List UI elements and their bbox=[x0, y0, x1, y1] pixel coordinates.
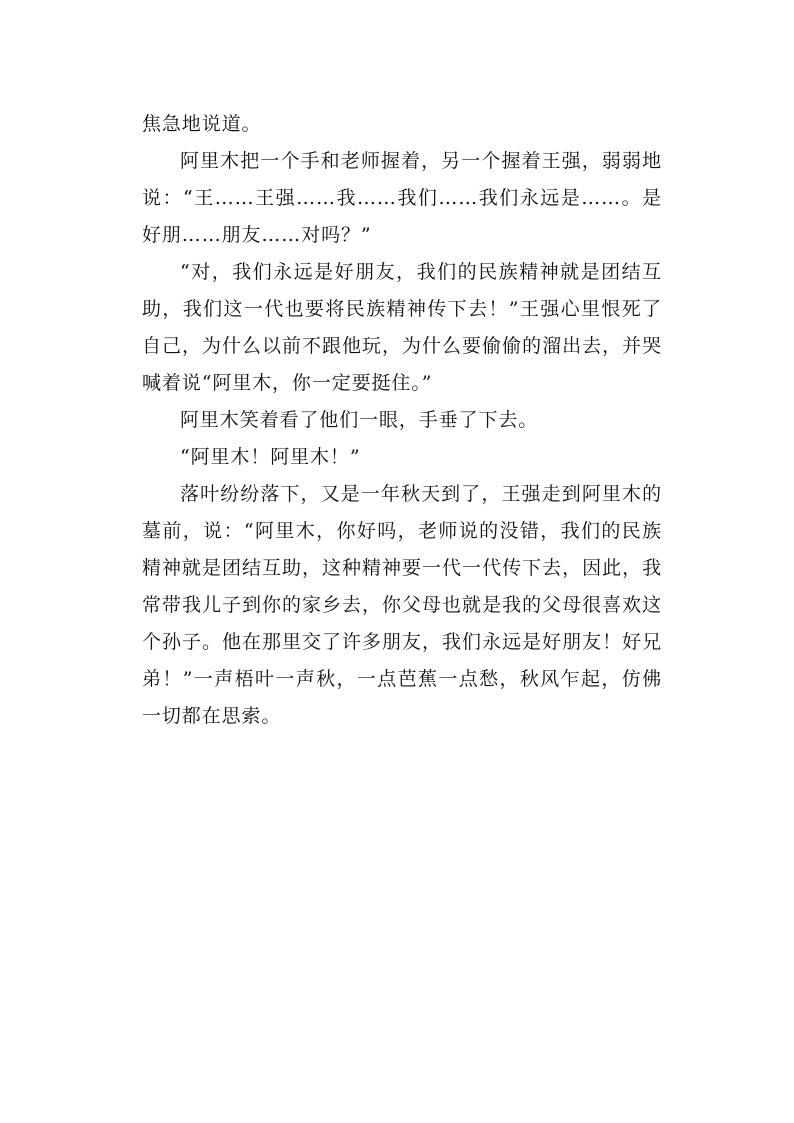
paragraph-4: 阿里木笑着看了他们一眼，手垂了下去。 bbox=[180, 409, 539, 431]
story-text bbox=[142, 106, 662, 735]
paragraph-3: “对，我们永远是好朋友，我们的民族精神就是团结互助，我们这一代也要将民族精神传下去！”王强心里恨死了自己，为什么以前不跟他玩，为什么要偷偷的溜出去，并哭喊着说“阿里木，你一定要挺住。” bbox=[142, 261, 662, 394]
paragraph-5: “阿里木！阿里木！” bbox=[180, 446, 361, 468]
paragraph-1: 焦急地说道。 bbox=[142, 113, 262, 135]
paragraph-6: 落叶纷纷落下，又是一年秋天到了，王强走到阿里木的墓前，说：“阿里木，你好吗，老师说的没错，我们的民族精神就是团结互助，这种精神要一代一代传下去，因此，我常带我儿子到你的家乡去，你父母也就是我的父母很喜欢这个孙子。他在那里交了许多朋友，我们永远是好朋友！好兄弟！”一声梧叶一声秋，一点芭蕉一点愁，秋风乍起，仿佛一切都在思索。 bbox=[142, 483, 662, 727]
paragraph-2: 阿里木把一个手和老师握着，另一个握着王强，弱弱地说：“王……王强……我……我们……我们永远是……。是好朋……朋友……对吗？” bbox=[142, 150, 662, 246]
